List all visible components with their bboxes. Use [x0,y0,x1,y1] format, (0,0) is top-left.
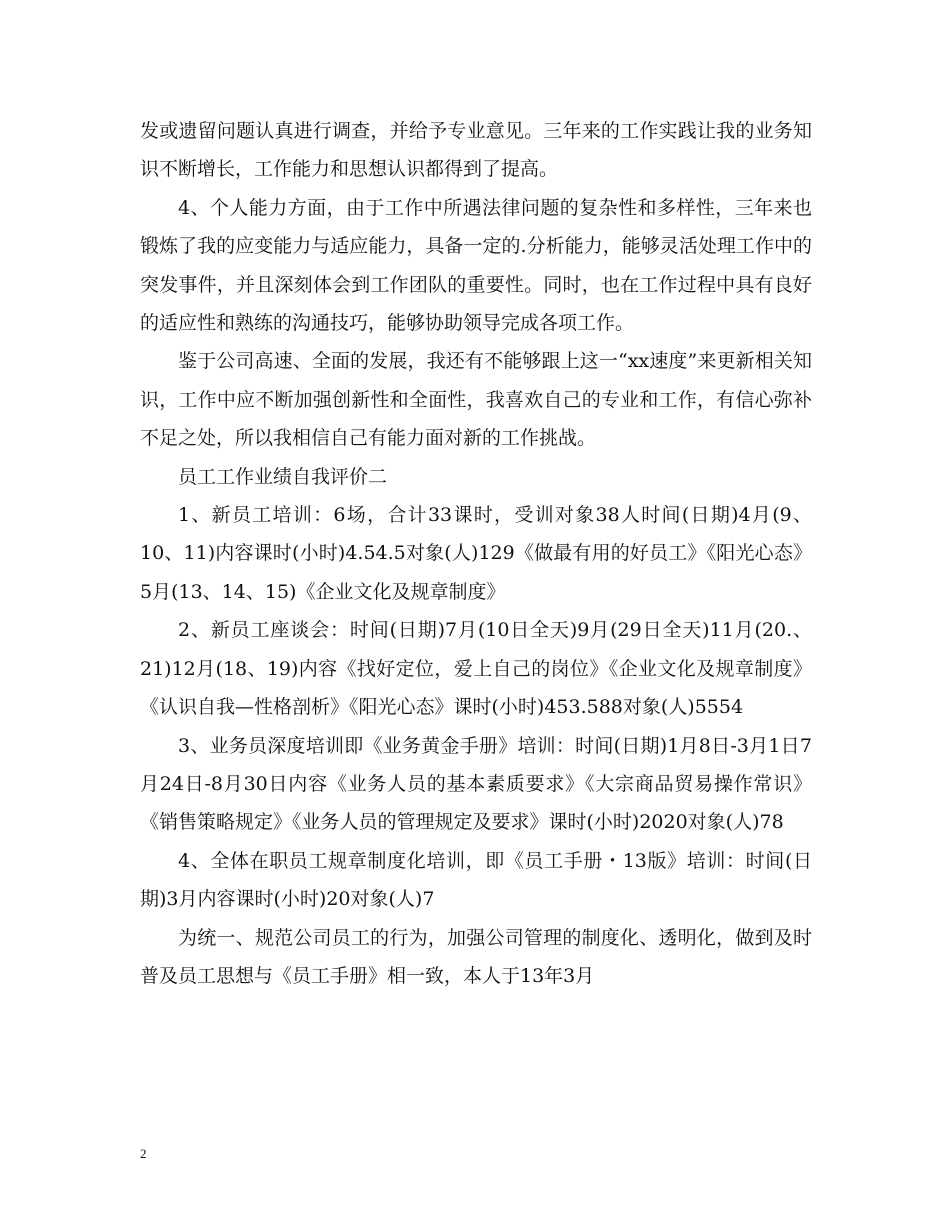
document-body [140,112,812,995]
paragraph-new-employee-training: 1、新员工培训：6场，合计33课时，受训对象38人时间(日期)4月(9、10、11)内容课时(小时)4.54.5对象(人)129《做最有用的好员工》《阳光心态》5月(13、14、15)《企业文化及规章制度》 [140,504,812,603]
page-number: 2 [140,1146,147,1161]
paragraph-company-development: 鉴于公司高速、全面的发展，我还有不能够跟上这一“xx速度”来更新相关知识，工作中应不断加强创新性和全面性，我喜欢自己的专业和工作，有信心弥补不足之处，所以我相信自己有能力面对新的工作挑战。 [140,350,812,450]
section-heading: 员工工作业绩自我评价二 [178,465,388,488]
paragraph-sales-training: 3、业务员深度培训即《业务黄金手册》培训：时间(日期)1月8日-3月1日7月24日-8月30日内容《业务人员的基本素质要求》《大宗商品贸易操作常识》《销售策略规定》《业务人员的管理规定及要求》课时(小时)2020对象(人)78 [140,734,812,834]
paragraph-unification: 为统一、规范公司员工的行为，加强公司管理的制度化、透明化，做到及时普及员工思想与《员工手册》相一致，本人于13年3月 [140,926,812,987]
paragraph-handbook-training: 4、全体在职员工规章制度化培训，即《员工手册・13版》培训：时间(日期)3月内容课时(小时)20对象(人)7 [140,849,812,911]
paragraph-new-employee-forum: 2、新员工座谈会：时间(日期)7月(10日全天)9月(29日全天)11月(20.、21)12月(18、19)内容《找好定位，爱上自己的岗位》《企业文化及规章制度》《认识自我—性格剖析》《阳光心态》课时(小时)453.588对象(人)5554 [140,619,812,719]
paragraph-personal-ability: 4、个人能力方面，由于工作中所遇法律问题的复杂性和多样性，三年来也锻炼了我的应变能力与适应能力，具备一定的.分析能力，能够灵活处理工作中的突发事件，并且深刻体会到工作团队的重要性。同时，也在工作过程中具有良好的适应性和熟练的沟通技巧，能够协助领导完成各项工作。 [140,196,812,335]
paragraph-continuation: 发或遗留问题认真进行调查，并给予专业意见。三年来的工作实践让我的业务知识不断增长，工作能力和思想认识都得到了提高。 [140,120,812,181]
